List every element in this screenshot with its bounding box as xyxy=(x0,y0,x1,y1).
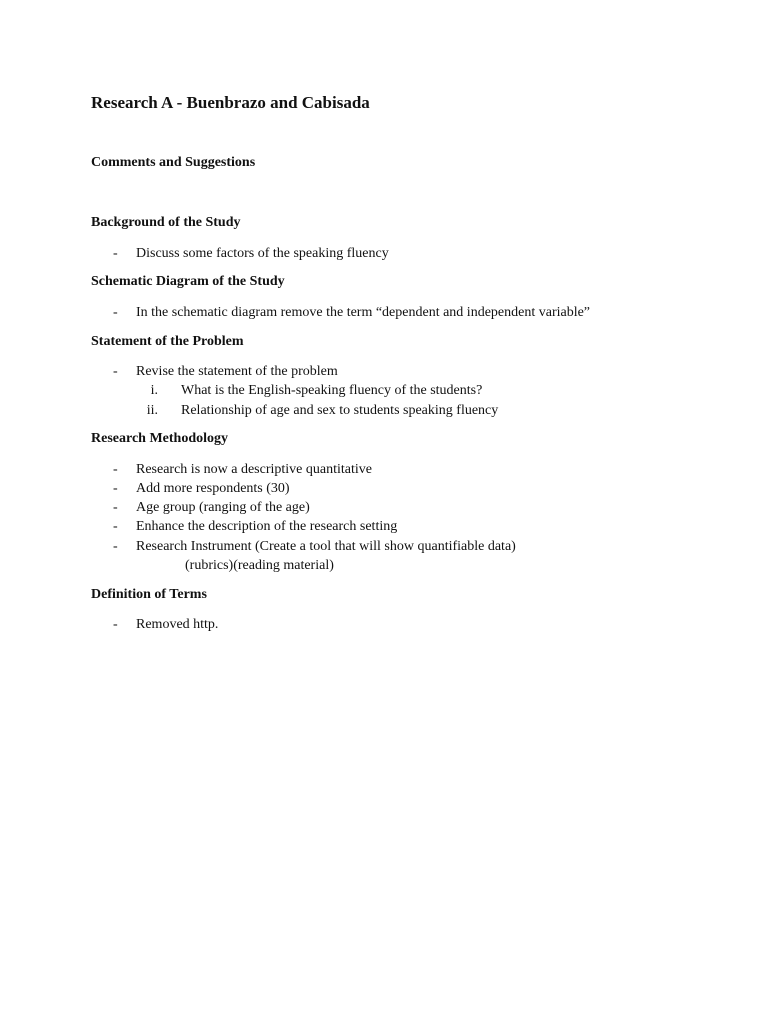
bullet-dash: - xyxy=(113,305,118,320)
bullet-item: Age group (ranging of the age) xyxy=(136,500,310,515)
roman-marker: ii. xyxy=(146,403,158,418)
document-title: Research A - Buenbrazo and Cabisada xyxy=(91,93,370,112)
section-heading-background: Background of the Study xyxy=(91,215,241,230)
roman-marker: i. xyxy=(150,383,158,398)
bullet-dash: - xyxy=(113,481,118,496)
section-heading-methodology: Research Methodology xyxy=(91,431,228,446)
bullet-dash: - xyxy=(113,539,118,554)
bullet-item: Research Instrument (Create a tool that will show quantifiable data) xyxy=(136,539,516,554)
sub-item: What is the English-speaking fluency of the students? xyxy=(181,383,483,398)
section-heading-statement: Statement of the Problem xyxy=(91,334,244,349)
sub-item: Relationship of age and sex to students speaking fluency xyxy=(181,403,499,418)
bullet-dash: - xyxy=(113,364,118,379)
bullet-dash: - xyxy=(113,462,118,477)
bullet-item: In the schematic diagram remove the term “dependent and independent variable” xyxy=(136,305,591,320)
bullet-continuation: (rubrics)(reading material) xyxy=(185,558,334,573)
bullet-item: Enhance the description of the research setting xyxy=(136,519,398,534)
bullet-item: Add more respondents (30) xyxy=(136,481,290,496)
document-subtitle: Comments and Suggestions xyxy=(91,155,256,170)
bullet-item: Discuss some factors of the speaking fluency xyxy=(136,246,389,261)
section-heading-definition: Definition of Terms xyxy=(91,587,207,602)
bullet-item: Removed http. xyxy=(136,617,219,632)
section-heading-schematic: Schematic Diagram of the Study xyxy=(91,274,285,289)
bullet-dash: - xyxy=(113,617,118,632)
bullet-dash: - xyxy=(113,519,118,534)
bullet-item: Revise the statement of the problem xyxy=(136,364,338,379)
bullet-dash: - xyxy=(113,500,118,515)
bullet-item: Research is now a descriptive quantitative xyxy=(136,462,372,477)
bullet-dash: - xyxy=(113,246,118,261)
